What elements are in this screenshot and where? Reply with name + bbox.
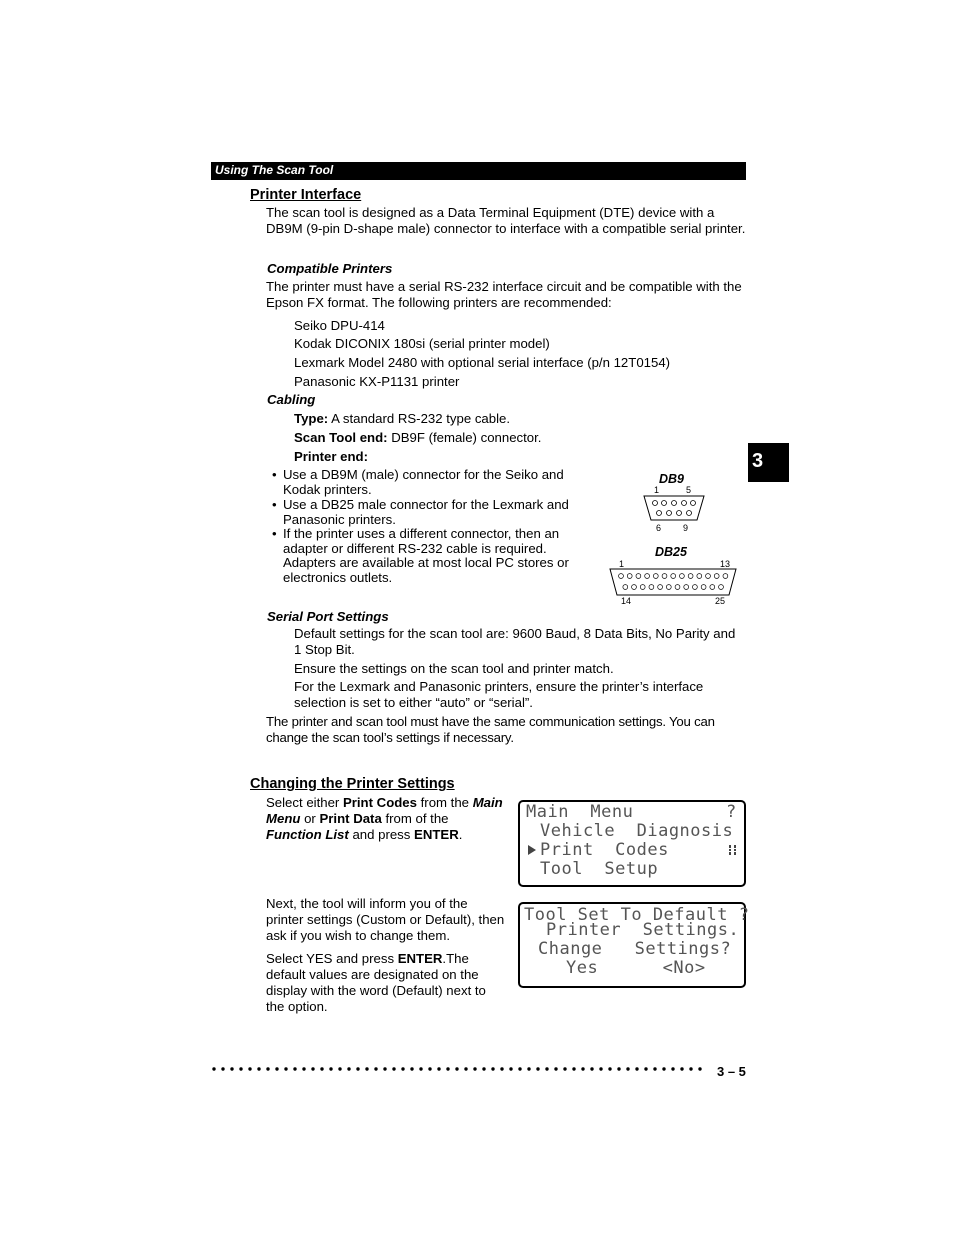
lcd-main-menu — [518, 800, 746, 887]
printer-end-label: Printer end: — [294, 449, 369, 464]
db25-pin — [649, 585, 654, 590]
db25-pin — [627, 574, 632, 579]
bullet-text: Use a DB25 male connector for the Lexmark and Panasonic printers. — [283, 497, 569, 527]
footer-dot — [311, 1067, 314, 1070]
db25-pin-13-label: 13 — [720, 559, 731, 569]
footer-dot — [419, 1067, 422, 1070]
bullet-dot: • — [272, 526, 277, 541]
db25-pin — [684, 585, 689, 590]
lcd-line-selected: Print Codes — [540, 840, 669, 860]
printer-interface-intro: The scan tool is designed as a Data Terminal Equipment (DTE) device with a DB9M (9-pin D-shape male) connector to interface with a compatible serial printer. — [266, 205, 746, 236]
serial-closing-text: The printer and scan tool must have the same communication settings. You can change the scan tool’s settings if necessary. — [266, 714, 715, 745]
db9-label: DB9 — [659, 472, 685, 486]
footer-dot — [338, 1067, 341, 1070]
db25-pin — [671, 574, 676, 579]
footer-dot — [383, 1067, 386, 1070]
footer-dot-rule — [212, 1064, 706, 1074]
db25-pin — [710, 585, 715, 590]
footer-dot — [689, 1067, 692, 1070]
footer-dot — [581, 1067, 584, 1070]
db25-pin — [675, 585, 680, 590]
db25-pin — [688, 574, 693, 579]
bullet-text: Use a DB9M (male) connector for the Seiko and Kodak printers. — [283, 467, 564, 497]
serial-setting-item: Ensure the settings on the scan tool and printer match. — [294, 661, 614, 676]
footer-dot — [401, 1067, 404, 1070]
lcd-line: Main Menu — [526, 802, 634, 822]
footer-dot — [329, 1067, 332, 1070]
footer-dot — [248, 1067, 251, 1070]
cable-type-label: Type: — [294, 411, 329, 426]
db9-pin-1-label: 1 — [654, 485, 660, 495]
footer-dot — [293, 1067, 296, 1070]
db25-pin — [706, 574, 711, 579]
bullet-item — [272, 467, 595, 497]
lcd-scroll-icon — [728, 844, 738, 856]
footer-dot — [509, 1067, 512, 1070]
cable-type-line — [294, 411, 510, 427]
db25-pin — [680, 574, 685, 579]
footer-dot — [554, 1067, 557, 1070]
footer-dot — [464, 1067, 467, 1070]
footer-dot — [644, 1067, 647, 1070]
db25-pin — [697, 574, 702, 579]
footer-dot — [221, 1067, 224, 1070]
db25-pin — [714, 574, 719, 579]
db25-pin — [645, 574, 650, 579]
footer-dot — [320, 1067, 323, 1070]
footer-dot — [545, 1067, 548, 1070]
bullet-text: If the printer uses a different connector, then an adapter or different RS-232 cable is required. Adapters are available at most local PC stores or electronics outlets. — [283, 526, 569, 585]
bullet-item — [272, 497, 595, 527]
compatible-printers-heading: Compatible Printers — [267, 261, 393, 276]
serial-port-heading: Serial Port Settings — [267, 609, 389, 624]
serial-setting-item: For the Lexmark and Panasonic printers, ensure the printer’s interface selection is set to either “auto” or “serial”. — [294, 679, 704, 710]
chapter-number: 3 — [752, 450, 764, 472]
footer-dot — [212, 1067, 215, 1070]
footer-dot — [374, 1067, 377, 1070]
footer-dot — [410, 1067, 413, 1070]
lcd-line: Tool Set To Default ? — [524, 905, 750, 925]
printer-list-item: Kodak DICONIX 180si (serial printer model) — [294, 336, 550, 351]
lcd-default-settings — [518, 902, 750, 988]
lcd-line: Printer Settings. — [546, 920, 740, 940]
printer-list-item: Seiko DPU-414 — [294, 318, 385, 333]
db9-pin-9-label: 9 — [683, 523, 689, 533]
bullet-item — [272, 526, 595, 585]
footer-dot — [473, 1067, 476, 1070]
db9-connector-diagram — [640, 484, 710, 534]
serial-setting-item: Default settings for the scan tool are: 9600 Baud, 8 Data Bits, No Parity and 1 Stop Bit. — [294, 626, 736, 657]
db25-pin — [723, 574, 728, 579]
section-header-bar — [211, 162, 746, 180]
chapter-tab — [748, 443, 789, 482]
db25-pin — [640, 585, 645, 590]
db25-pin — [619, 574, 624, 579]
db25-pin — [662, 574, 667, 579]
footer-dot — [437, 1067, 440, 1070]
db25-pin-1-label: 1 — [619, 559, 625, 569]
db25-pin — [666, 585, 671, 590]
footer-dot — [356, 1067, 359, 1070]
footer-dot — [239, 1067, 242, 1070]
footer-dot — [635, 1067, 638, 1070]
footer-dot — [617, 1067, 620, 1070]
db9-pin-5-label: 5 — [686, 485, 692, 495]
scan-tool-end-label: Scan Tool end: — [294, 430, 388, 445]
footer-dot — [446, 1067, 449, 1070]
lcd-help-indicator: ? — [726, 802, 737, 822]
footer-dot — [347, 1067, 350, 1070]
db25-pin — [623, 585, 628, 590]
printer-interface-title: Printer Interface — [250, 187, 362, 203]
db25-connector-diagram — [606, 558, 740, 606]
footer-dot — [392, 1067, 395, 1070]
compatible-printers-text: The printer must have a serial RS-232 interface circuit and be compatible with the Epson FX format. The following printers are recommended: — [266, 279, 742, 310]
footer-dot — [698, 1067, 701, 1070]
footer-dot — [482, 1067, 485, 1070]
footer-dot — [626, 1067, 629, 1070]
db25-pin — [653, 574, 658, 579]
db25-pin-14-label: 14 — [621, 596, 632, 606]
scan-tool-end-line — [294, 430, 541, 446]
footer-dot — [590, 1067, 593, 1070]
footer-dot — [680, 1067, 683, 1070]
footer-dot — [608, 1067, 611, 1070]
footer-dot — [527, 1067, 530, 1070]
lcd-line: Tool Setup — [540, 859, 659, 879]
footer-dot — [653, 1067, 656, 1070]
footer-dot — [491, 1067, 494, 1070]
printer-list-item: Panasonic KX-P1131 printer — [294, 374, 460, 389]
bullet-dot: • — [272, 497, 277, 512]
lcd-line: Vehicle Diagnosis — [540, 821, 734, 841]
section-header-title: Using The Scan Tool — [215, 163, 334, 177]
cable-type-value: A standard RS-232 type cable. — [328, 411, 511, 426]
db25-pin — [719, 585, 724, 590]
footer-dot — [572, 1067, 575, 1070]
scan-tool-end-value: DB9F (female) connector. — [387, 430, 542, 445]
bullet-dot: • — [272, 467, 277, 482]
db9-pin-6-label: 6 — [656, 523, 662, 533]
footer-dot — [671, 1067, 674, 1070]
lcd-line: Change Settings? — [538, 939, 732, 959]
db25-pin — [636, 574, 641, 579]
footer-dot — [518, 1067, 521, 1070]
footer-dot — [230, 1067, 233, 1070]
db25-pin — [701, 585, 706, 590]
lcd-line: Yes <No> — [566, 958, 706, 978]
step-inform-settings: Next, the tool will inform you of the printer settings (Custom or Default), then ask if you wish to change them. — [266, 896, 505, 943]
cabling-heading: Cabling — [267, 392, 316, 407]
footer-dot — [284, 1067, 287, 1070]
footer-dot — [500, 1067, 503, 1070]
footer-dot — [428, 1067, 431, 1070]
footer-dot — [536, 1067, 539, 1070]
changing-settings-title: Changing the Printer Settings — [250, 776, 455, 792]
db25-pin-25-label: 25 — [715, 596, 726, 606]
db25-pin — [658, 585, 663, 590]
page-number: 3 – 5 — [717, 1064, 746, 1079]
footer-dot — [257, 1067, 260, 1070]
db25-pin — [632, 585, 637, 590]
footer-dot — [365, 1067, 368, 1070]
footer-dot — [599, 1067, 602, 1070]
step-select-print-codes: Select either Print Codes from the Main Menu or Print Data from of the Function List and press ENTER. — [266, 795, 503, 842]
footer-dot — [275, 1067, 278, 1070]
footer-dot — [662, 1067, 665, 1070]
step-select-yes: Select YES and press ENTER.The default values are designated on the display with the word (Default) next to the option. — [266, 951, 486, 1014]
db25-label: DB25 — [655, 545, 687, 559]
db25-pin — [693, 585, 698, 590]
printer-list-item: Lexmark Model 2480 with optional serial interface (p/n 12T0154) — [294, 355, 671, 370]
footer-dot — [266, 1067, 269, 1070]
footer-dot — [563, 1067, 566, 1070]
footer-dot — [455, 1067, 458, 1070]
footer-dot — [302, 1067, 305, 1070]
lcd-selection-arrow-icon — [527, 844, 537, 856]
